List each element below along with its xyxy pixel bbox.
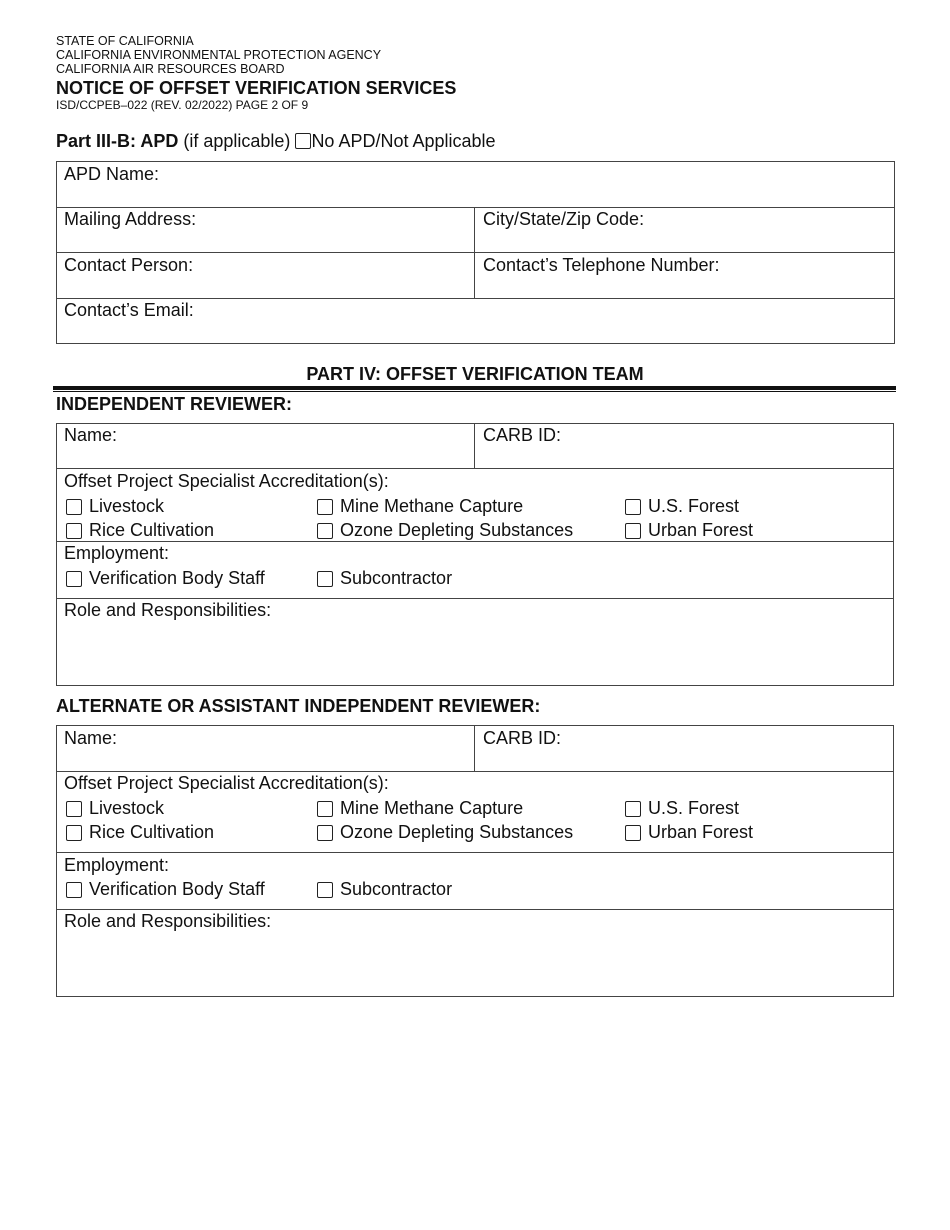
agency-calepa: CALIFORNIA ENVIRONMENTAL PROTECTION AGENCY <box>56 48 382 62</box>
alternate-subcontractor-option[interactable] <box>317 879 452 900</box>
reviewer-row-divider <box>56 598 894 599</box>
apd-row-divider <box>56 207 895 208</box>
checkbox[interactable] <box>66 571 82 587</box>
city-state-zip-field[interactable]: City/State/Zip Code: <box>483 209 645 229</box>
checkbox[interactable] <box>317 571 333 587</box>
reviewer-row-divider <box>56 468 894 469</box>
alternate-row-divider <box>56 852 894 853</box>
alternate-employment-label: Employment: <box>64 855 170 875</box>
option-label: Ozone Depleting Substances <box>340 822 574 842</box>
reviewer-vb-staff-option[interactable] <box>66 568 265 589</box>
reviewer-ozone-option[interactable] <box>317 520 573 541</box>
alternate-role-field[interactable]: Role and Responsibilities: <box>64 911 272 931</box>
reviewer-livestock-option[interactable] <box>66 496 164 517</box>
alternate-vb-staff-option[interactable] <box>66 879 265 900</box>
part4-rule-thick <box>53 386 896 390</box>
option-label: Mine Methane Capture <box>340 798 524 818</box>
option-label: Verification Body Staff <box>89 568 265 588</box>
alternate-accreditation-label: Offset Project Specialist Accreditation(s): <box>64 773 389 793</box>
agency-carb: CALIFORNIA AIR RESOURCES BOARD <box>56 62 285 76</box>
checkbox[interactable] <box>66 882 82 898</box>
reviewer-col-divider <box>474 423 475 468</box>
contact-person-field[interactable]: Contact Person: <box>64 255 194 275</box>
alternate-ozone-option[interactable] <box>317 822 573 843</box>
reviewer-carb-id-field[interactable]: CARB ID: <box>483 425 562 445</box>
alternate-col-divider <box>474 725 475 771</box>
option-label: U.S. Forest <box>648 798 740 818</box>
checkbox[interactable] <box>625 801 641 817</box>
no-apd-checkbox[interactable] <box>295 133 311 149</box>
option-label: Urban Forest <box>648 520 754 540</box>
option-label: U.S. Forest <box>648 496 740 516</box>
reviewer-accreditation-label: Offset Project Specialist Accreditation(s): <box>64 471 389 491</box>
reviewer-heading: INDEPENDENT REVIEWER: <box>56 394 293 414</box>
apd-col-divider <box>474 207 475 298</box>
option-label: Livestock <box>89 496 165 516</box>
option-label: Mine Methane Capture <box>340 496 524 516</box>
alternate-row-divider <box>56 909 894 910</box>
checkbox[interactable] <box>625 825 641 841</box>
alternate-mine-methane-option[interactable] <box>317 798 523 819</box>
option-label: Subcontractor <box>340 879 453 899</box>
checkbox[interactable] <box>317 523 333 539</box>
reviewer-mine-methane-option[interactable] <box>317 496 523 517</box>
checkbox[interactable] <box>66 523 82 539</box>
checkbox[interactable] <box>317 801 333 817</box>
checkbox[interactable] <box>66 825 82 841</box>
alternate-us-forest-option[interactable] <box>625 798 739 819</box>
checkbox[interactable] <box>66 801 82 817</box>
checkbox[interactable] <box>625 499 641 515</box>
no-apd-label: No APD/Not Applicable <box>311 131 496 151</box>
option-label: Subcontractor <box>340 568 453 588</box>
option-label: Urban Forest <box>648 822 754 842</box>
option-label: Ozone Depleting Substances <box>340 520 574 540</box>
alternate-carb-id-field[interactable]: CARB ID: <box>483 728 562 748</box>
part4-heading: PART IV: OFFSET VERIFICATION TEAM <box>306 364 644 384</box>
alternate-heading: ALTERNATE OR ASSISTANT INDEPENDENT REVIEWER: <box>56 696 541 716</box>
checkbox[interactable] <box>317 825 333 841</box>
form-title: NOTICE OF OFFSET VERIFICATION SERVICES <box>56 78 457 98</box>
contact-phone-field[interactable]: Contact’s Telephone Number: <box>483 255 720 275</box>
reviewer-name-field[interactable]: Name: <box>64 425 118 445</box>
reviewer-table <box>56 423 894 686</box>
apd-row-divider <box>56 252 895 253</box>
mailing-address-field[interactable]: Mailing Address: <box>64 209 197 229</box>
alternate-livestock-option[interactable] <box>66 798 164 819</box>
checkbox[interactable] <box>317 882 333 898</box>
alternate-urban-forest-option[interactable] <box>625 822 753 843</box>
reviewer-row-divider <box>56 541 894 542</box>
apd-name-field[interactable]: APD Name: <box>64 164 160 184</box>
reviewer-rice-option[interactable] <box>66 520 214 541</box>
reviewer-urban-forest-option[interactable] <box>625 520 753 541</box>
part4-rule-thin <box>53 391 896 392</box>
contact-email-field[interactable]: Contact’s Email: <box>64 300 194 320</box>
part3b-heading: Part III-B: APD <box>56 131 179 151</box>
apd-row-divider <box>56 298 895 299</box>
checkbox[interactable] <box>625 523 641 539</box>
checkbox[interactable] <box>317 499 333 515</box>
form-number: ISD/CCPEB–022 (REV. 02/2022) PAGE 2 OF 9 <box>56 98 309 112</box>
alternate-name-field[interactable]: Name: <box>64 728 118 748</box>
option-label: Rice Cultivation <box>89 822 215 842</box>
part3b-heading-line <box>56 131 496 152</box>
reviewer-us-forest-option[interactable] <box>625 496 739 517</box>
reviewer-subcontractor-option[interactable] <box>317 568 452 589</box>
agency-state: STATE OF CALIFORNIA <box>56 34 194 48</box>
alternate-row-divider <box>56 771 894 772</box>
option-label: Livestock <box>89 798 165 818</box>
checkbox[interactable] <box>66 499 82 515</box>
option-label: Verification Body Staff <box>89 879 265 899</box>
alternate-rice-option[interactable] <box>66 822 214 843</box>
option-label: Rice Cultivation <box>89 520 215 540</box>
part3b-qualifier: (if applicable) <box>183 131 291 151</box>
alternate-table <box>56 725 894 997</box>
reviewer-role-field[interactable]: Role and Responsibilities: <box>64 600 272 620</box>
reviewer-employment-label: Employment: <box>64 543 170 563</box>
